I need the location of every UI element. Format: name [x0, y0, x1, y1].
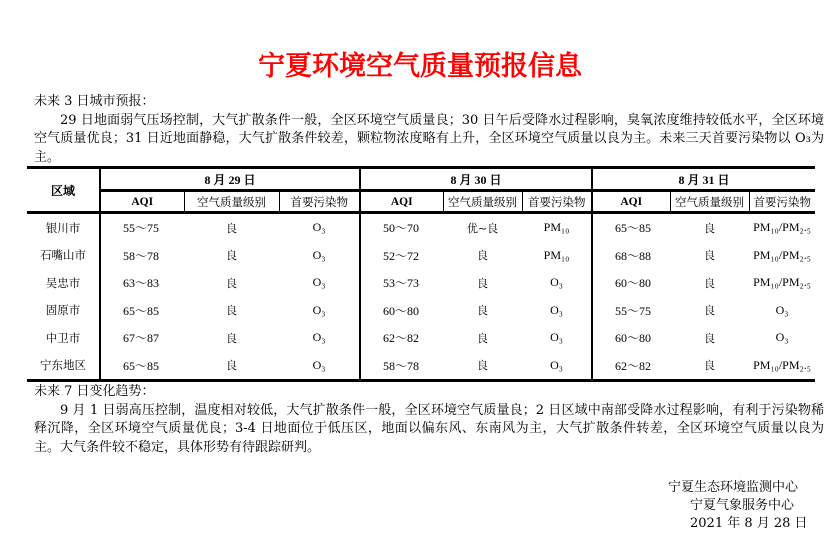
- forecast-3day-body: 29 日地面弱气压场控制，大气扩散条件一般，全区环境空气质量良；30 日午后受降水过程影响，臭氧浓度维持较低水平，全区环境空气质量优良；31 日近地面静稳，大气扩散条件较差，颗粒物浓度略有上升，全区环境空气质量以良为主。未来三天首要污染物以 O₃为主。: [34, 112, 824, 166]
- trend-7day-body: 9 月 1 日弱高压控制，温度相对较低，大气扩散条件一般，全区环境空气质量良；2 日区域中南部受降水过程影响，有利于污染物稀释沉降，全区环境空气质量优良；3-4 日地面位于低压区，地面以偏东风、东南风为主，大气扩散条件转差，全区环境空气质量以良为主。大气条件较不稳定，具体形势有待跟踪研判。: [34, 402, 824, 456]
- pollutant-cell: PM₁₀: [543, 247, 570, 262]
- aqi-header: AQI: [100, 191, 184, 213]
- aqi-cell: 58～78: [360, 352, 443, 381]
- pollutant-cell: O₃: [775, 302, 789, 317]
- signature-org-monitoring: 宁夏生态环境监测中心: [668, 480, 799, 495]
- level-cell: 良: [704, 249, 715, 263]
- pollutant-cell: PM₁₀/PM₂.₅: [753, 247, 811, 262]
- aqi-cell: 62～82: [360, 324, 443, 352]
- pollutant-cell: O₃: [279, 352, 360, 381]
- aqi-cell: 60～80: [360, 297, 443, 325]
- aqi-cell: 65～85: [100, 352, 184, 381]
- aqi-cell: 58～78: [100, 242, 184, 270]
- aqi-cell: 55～75: [592, 297, 670, 325]
- level-cell: 良: [226, 276, 237, 290]
- pollutant-cell: O₃: [550, 302, 563, 317]
- table-row: [27, 324, 815, 352]
- level-cell: 良: [477, 331, 488, 345]
- region-cell: 固原市: [45, 303, 81, 318]
- region-cell: 宁东地区: [27, 352, 100, 381]
- level-cell: 良: [226, 304, 237, 318]
- aqi-forecast-table: [27, 166, 815, 382]
- pollutant-cell: O₃: [312, 330, 326, 345]
- level-cell: 良: [704, 221, 715, 235]
- aqi-cell: 50～70: [360, 213, 443, 242]
- level-header: 空气质量级别: [670, 191, 749, 213]
- level-cell: 良: [704, 276, 715, 290]
- level-cell: 良: [226, 249, 237, 263]
- aqi-header: AQI: [592, 191, 670, 213]
- signature-org-meteorology: 宁夏气象服务中心: [690, 498, 795, 513]
- pollutant-cell: O₃: [312, 302, 326, 317]
- pollutant-cell: O₃: [522, 352, 592, 381]
- signature-date: 2021 年 8 月 28 日: [690, 516, 808, 531]
- pollutant-cell: O₃: [312, 247, 326, 262]
- aqi-cell: 62～82: [592, 352, 670, 381]
- day-header-2: 8 月 31 日: [592, 168, 815, 191]
- day-header-1: 8 月 30 日: [360, 168, 592, 191]
- trend-7day-heading: 未来 7 日变化趋势：: [34, 384, 155, 399]
- pollutant-cell: PM₁₀/PM₂.₅: [753, 275, 811, 290]
- aqi-cell: 65～85: [100, 297, 184, 325]
- forecast-3day-heading: 未来 3 日城市预报：: [34, 94, 155, 109]
- pollutant-header: 首要污染物: [749, 191, 815, 213]
- pollutant-cell: O₃: [550, 330, 563, 345]
- trend-7day-section: [34, 383, 824, 458]
- aqi-cell: 68～88: [592, 242, 670, 270]
- forecast-3day-section: [34, 93, 824, 168]
- pollutant-cell: PM₁₀/PM₂.₅: [749, 352, 815, 381]
- table-row: [27, 269, 815, 297]
- level-cell: 良: [704, 304, 715, 318]
- level-header: 空气质量级别: [443, 191, 522, 213]
- pollutant-cell: O₃: [312, 275, 326, 290]
- table-row: [27, 352, 815, 381]
- level-cell: 良: [184, 352, 279, 381]
- level-cell: 良: [226, 221, 237, 235]
- level-header: 空气质量级别: [184, 191, 279, 213]
- region-cell: 吴忠市: [45, 275, 81, 290]
- aqi-cell: 52～72: [360, 242, 443, 270]
- region-cell: 石嘴山市: [40, 248, 86, 263]
- pollutant-cell: PM₁₀/PM₂.₅: [753, 220, 811, 235]
- table-row: [27, 297, 815, 325]
- pollutant-cell: O₃: [312, 220, 326, 235]
- page-title: 宁夏环境空气质量预报信息: [258, 51, 582, 82]
- day-header-0: 8 月 29 日: [100, 168, 360, 191]
- level-cell: 良: [477, 249, 488, 263]
- aqi-cell: 60～80: [592, 324, 670, 352]
- level-cell: 良: [443, 352, 522, 381]
- level-cell: 良: [704, 331, 715, 345]
- level-cell: 良: [670, 352, 749, 381]
- pollutant-cell: O₃: [550, 275, 563, 290]
- level-cell: 优~良: [466, 221, 499, 235]
- aqi-cell: 67～87: [100, 324, 184, 352]
- pollutant-cell: O₃: [775, 330, 789, 345]
- aqi-cell: 65～85: [592, 213, 670, 242]
- level-cell: 良: [477, 304, 488, 318]
- region-cell: 中卫市: [45, 330, 81, 345]
- pollutant-header: 首要污染物: [522, 191, 592, 213]
- pollutant-header: 首要污染物: [279, 191, 360, 213]
- aqi-header: AQI: [360, 191, 443, 213]
- region-cell: 银川市: [45, 220, 81, 235]
- aqi-cell: 63～83: [100, 269, 184, 297]
- table-row: [27, 242, 815, 270]
- aqi-cell: 55～75: [100, 213, 184, 242]
- aqi-cell: 53～73: [360, 269, 443, 297]
- table-row: [27, 213, 815, 242]
- region-header: 区域: [27, 168, 100, 213]
- level-cell: 良: [477, 276, 488, 290]
- pollutant-cell: PM₁₀: [543, 220, 570, 235]
- level-cell: 良: [226, 331, 237, 345]
- aqi-cell: 60～80: [592, 269, 670, 297]
